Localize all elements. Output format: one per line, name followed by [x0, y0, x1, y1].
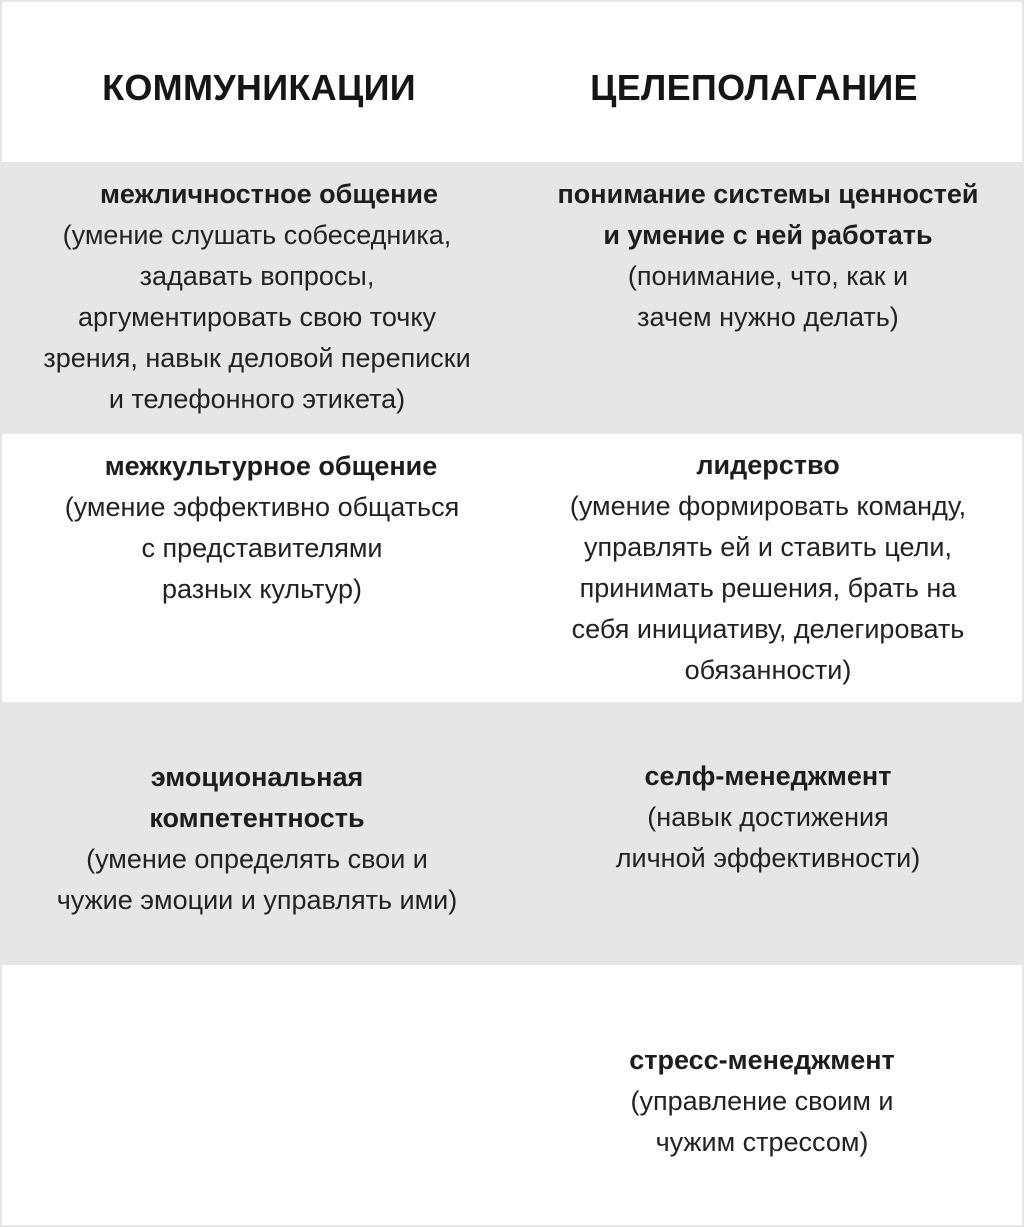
cell-desc-line: аргументировать свою точку	[78, 302, 436, 332]
table-row-4	[2, 965, 1022, 1221]
cell-desc-line: и телефонного этикета)	[108, 384, 406, 414]
cell-leadership	[512, 445, 1024, 691]
cell-desc-line: чужие эмоции и управлять ими)	[56, 885, 458, 915]
cell-title-line: компетентность	[149, 803, 365, 833]
cell-desc-line: (умение формировать команду,	[569, 491, 967, 521]
column-title-goal-setting: ЦЕЛЕПОЛАГАНИЕ	[590, 67, 918, 108]
cell-interpersonal-communication	[2, 174, 512, 420]
cell-desc-line: принимать решения, брать на	[579, 573, 957, 603]
cell-desc-line: (навык достижения	[647, 802, 889, 832]
cell-desc-line: (умение эффективно общаться	[64, 492, 460, 522]
table-row-2	[2, 434, 1022, 702]
cell-desc-line: разных культур)	[161, 574, 363, 604]
cell-value-system	[512, 174, 1024, 338]
cell-title-line: понимание системы ценностей	[557, 179, 979, 209]
cell-desc-line: себя инициативу, делегировать	[571, 614, 965, 644]
cell-desc-line: (умение слушать собеседника,	[62, 220, 452, 250]
cell-title-line: межкультурное общение	[104, 451, 438, 481]
cell-title-line: стресс-менеджмент	[629, 1045, 895, 1075]
cell-title-line: эмоциональная	[150, 762, 364, 792]
table-row-3	[2, 702, 1022, 965]
cell-emotional-competence	[2, 757, 512, 921]
cell-desc-line: чужим стрессом)	[655, 1127, 869, 1157]
cell-desc-line: (умение определять свои и	[86, 844, 428, 874]
cell-desc-line: зачем нужно делать)	[637, 302, 899, 332]
cell-title-line: и умение с ней работать	[603, 220, 933, 250]
cell-stress-management	[512, 1040, 1012, 1163]
cell-desc-line: зрения, навык деловой переписки	[43, 343, 471, 373]
cell-desc-line: (управление своим и	[630, 1086, 894, 1116]
cell-desc-line: с представителями	[141, 533, 383, 563]
cell-desc-line: обязанности)	[684, 655, 852, 685]
cell-title-line: межличностное общение	[99, 179, 439, 209]
table-row-1	[2, 162, 1022, 434]
cell-title-line: лидерство	[696, 450, 840, 480]
cell-title-line: селф-менеджмент	[644, 761, 892, 791]
cell-desc-line: управлять ей и ставить цели,	[584, 532, 952, 562]
cell-desc-line: (понимание, что, как и	[627, 261, 909, 291]
cell-desc-line: личной эффективности)	[615, 843, 921, 873]
cell-intercultural-communication	[2, 446, 522, 610]
table-header	[2, 2, 1022, 162]
cell-self-management	[512, 756, 1024, 879]
cell-desc-line: задавать вопросы,	[139, 261, 375, 291]
column-title-communications: КОММУНИКАЦИИ	[102, 67, 416, 108]
